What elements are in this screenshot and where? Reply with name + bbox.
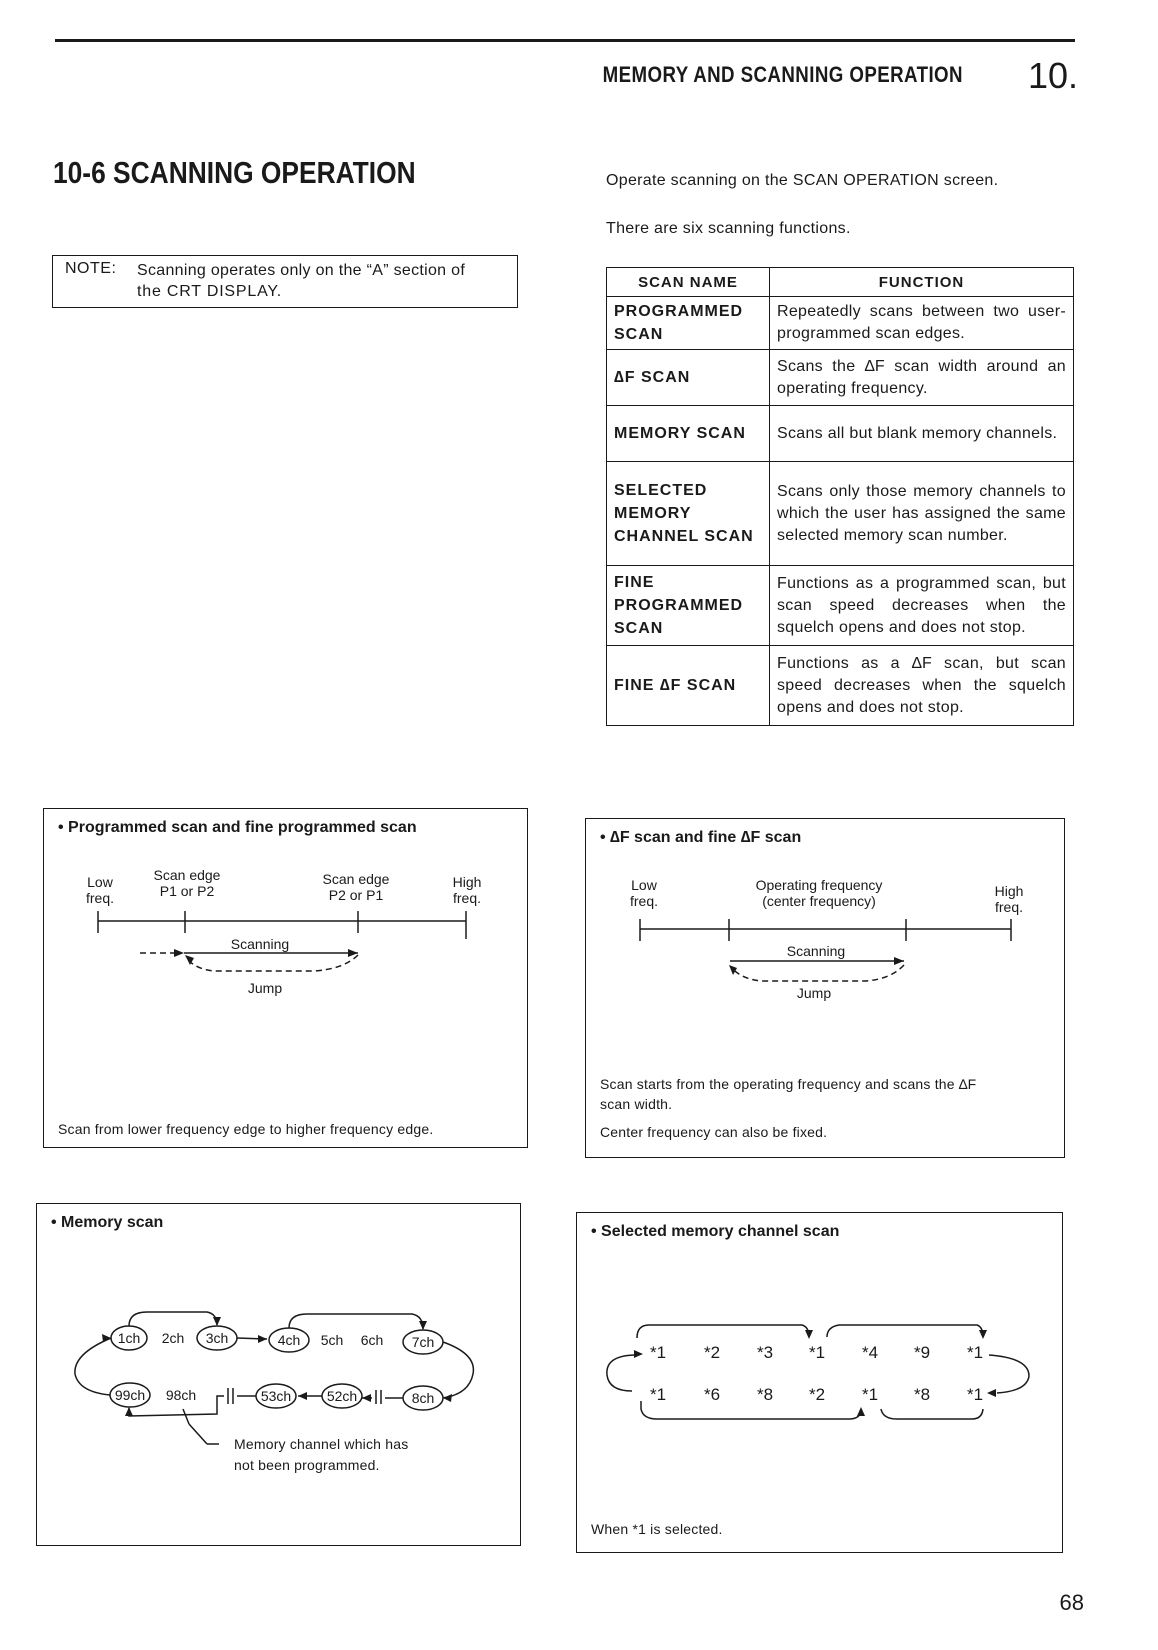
channel-label: 3ch xyxy=(205,1330,229,1346)
selected-channel: *1 xyxy=(649,1343,667,1362)
channel-label: 7ch xyxy=(411,1334,435,1350)
scan-functions-table xyxy=(606,267,1074,726)
scanning-label: Scanning xyxy=(786,943,846,959)
scan-name-cell: ∆F SCAN xyxy=(607,350,770,406)
page-number: 68 xyxy=(1059,1590,1084,1615)
memory-scan-panel xyxy=(36,1203,521,1546)
selected-channel: *3 xyxy=(756,1343,774,1362)
programmed-scan-panel xyxy=(43,808,528,1148)
note-line-2: the CRT DISPLAY. xyxy=(137,283,283,300)
selected-channel: *1 xyxy=(861,1385,879,1404)
unprogrammed-note-2: not been programmed. xyxy=(234,1457,380,1473)
jump-label: Jump xyxy=(796,985,832,1001)
table-row xyxy=(607,566,1074,646)
channel-label: 1ch xyxy=(117,1330,141,1346)
high-freq-label: High freq. xyxy=(994,883,1024,915)
scanning-label: Scanning xyxy=(230,936,290,952)
scan-edge-2-label: Scan edge P2 or P1 xyxy=(322,871,390,903)
table-row xyxy=(607,462,1074,566)
operating-frequency-label: Operating frequency (center frequency) xyxy=(755,877,883,909)
scan-function-cell: Functions as a programmed scan, but scan speed decreases when the squelch opens and does not stop. xyxy=(770,566,1074,646)
selected-memory-scan-diagram xyxy=(577,1213,1064,1554)
note-box xyxy=(52,255,518,308)
low-freq-label: Low freq. xyxy=(85,874,115,906)
delta-f-scan-panel xyxy=(585,818,1065,1158)
table-header-row xyxy=(607,268,1074,297)
table-row xyxy=(607,646,1074,726)
scan-function-cell: Scans only those memory channels to which the user has assigned the same selected memory scan number. xyxy=(770,462,1074,566)
chapter-number: 10. xyxy=(1027,55,1078,96)
note-label: NOTE: xyxy=(65,260,117,277)
jump-label: Jump xyxy=(247,980,283,996)
programmed-scan-diagram xyxy=(44,809,529,1149)
table-header-cell: SCAN NAME xyxy=(607,268,770,297)
note-line-1: Scanning operates only on the “A” section of xyxy=(137,262,466,279)
memory-scan-diagram xyxy=(37,1204,522,1547)
scan-name-cell: MEMORY SCAN xyxy=(607,406,770,462)
top-rule xyxy=(55,39,1075,42)
selected-channel: *6 xyxy=(703,1385,721,1404)
table-header-cell: FUNCTION xyxy=(770,268,1074,297)
table-row xyxy=(607,350,1074,406)
channel-label: 99ch xyxy=(114,1387,146,1403)
panel-title: • ∆F scan and fine ∆F scan xyxy=(600,829,802,846)
panel-caption-1: Scan starts from the operating frequency and scans the ∆F xyxy=(600,1076,977,1092)
channel-label: 98ch xyxy=(165,1387,197,1403)
panel-caption-2: scan width. xyxy=(600,1096,673,1112)
selected-channel: *2 xyxy=(808,1385,826,1404)
selected-channel: *8 xyxy=(756,1385,774,1404)
selected-channel: *1 xyxy=(966,1343,984,1362)
selected-channel: *9 xyxy=(913,1343,931,1362)
selected-channel: *8 xyxy=(913,1385,931,1404)
channel-label: 52ch xyxy=(326,1388,358,1404)
intro-line-1: Operate scanning on the SCAN OPERATION screen. xyxy=(606,172,999,189)
panel-title: • Selected memory channel scan xyxy=(591,1223,840,1240)
selected-memory-scan-panel xyxy=(576,1212,1063,1553)
channel-label: 6ch xyxy=(360,1332,384,1348)
selected-channel: *1 xyxy=(966,1385,984,1404)
scan-name-cell: SELECTED MEMORY CHANNEL SCAN xyxy=(607,462,770,566)
panel-caption-3: Center frequency can also be fixed. xyxy=(600,1124,828,1140)
selected-channel: *2 xyxy=(703,1343,721,1362)
selected-channel: *1 xyxy=(808,1343,826,1362)
selected-channel: *4 xyxy=(861,1343,879,1362)
chapter-header-title: MEMORY AND SCANNING OPERATION xyxy=(602,62,963,87)
channel-label: 53ch xyxy=(260,1388,292,1404)
section-title: 10-6 SCANNING OPERATION xyxy=(53,155,416,190)
scan-name-cell: PROGRAMMED SCAN xyxy=(607,297,770,350)
panel-caption: Scan from lower frequency edge to higher frequency edge. xyxy=(58,1121,434,1137)
low-freq-label: Low freq. xyxy=(629,877,659,909)
scan-function-cell: Repeatedly scans between two user-programmed scan edges. xyxy=(770,297,1074,350)
scan-function-cell: Functions as a ∆F scan, but scan speed decreases when the squelch opens and does not stop. xyxy=(770,646,1074,726)
scan-function-cell: Scans all but blank memory channels. xyxy=(770,406,1074,462)
selected-channel: *1 xyxy=(649,1385,667,1404)
scan-name-cell: FINE ∆F SCAN xyxy=(607,646,770,726)
panel-title: • Programmed scan and fine programmed scan xyxy=(58,819,417,836)
channel-label: 8ch xyxy=(411,1390,435,1406)
unprogrammed-note-1: Memory channel which has xyxy=(234,1436,409,1452)
high-freq-label: High freq. xyxy=(452,874,482,906)
channel-label: 4ch xyxy=(277,1332,301,1348)
table-row xyxy=(607,406,1074,462)
panel-title: • Memory scan xyxy=(51,1214,164,1231)
table-row xyxy=(607,297,1074,350)
intro-line-2: There are six scanning functions. xyxy=(606,220,851,237)
scan-name-cell: FINE PROGRAMMED SCAN xyxy=(607,566,770,646)
channel-label: 5ch xyxy=(320,1332,344,1348)
scan-function-cell: Scans the ∆F scan width around an operating frequency. xyxy=(770,350,1074,406)
channel-label: 2ch xyxy=(161,1330,185,1346)
scan-edge-1-label: Scan edge P1 or P2 xyxy=(153,867,221,899)
panel-caption: When *1 is selected. xyxy=(591,1521,723,1537)
